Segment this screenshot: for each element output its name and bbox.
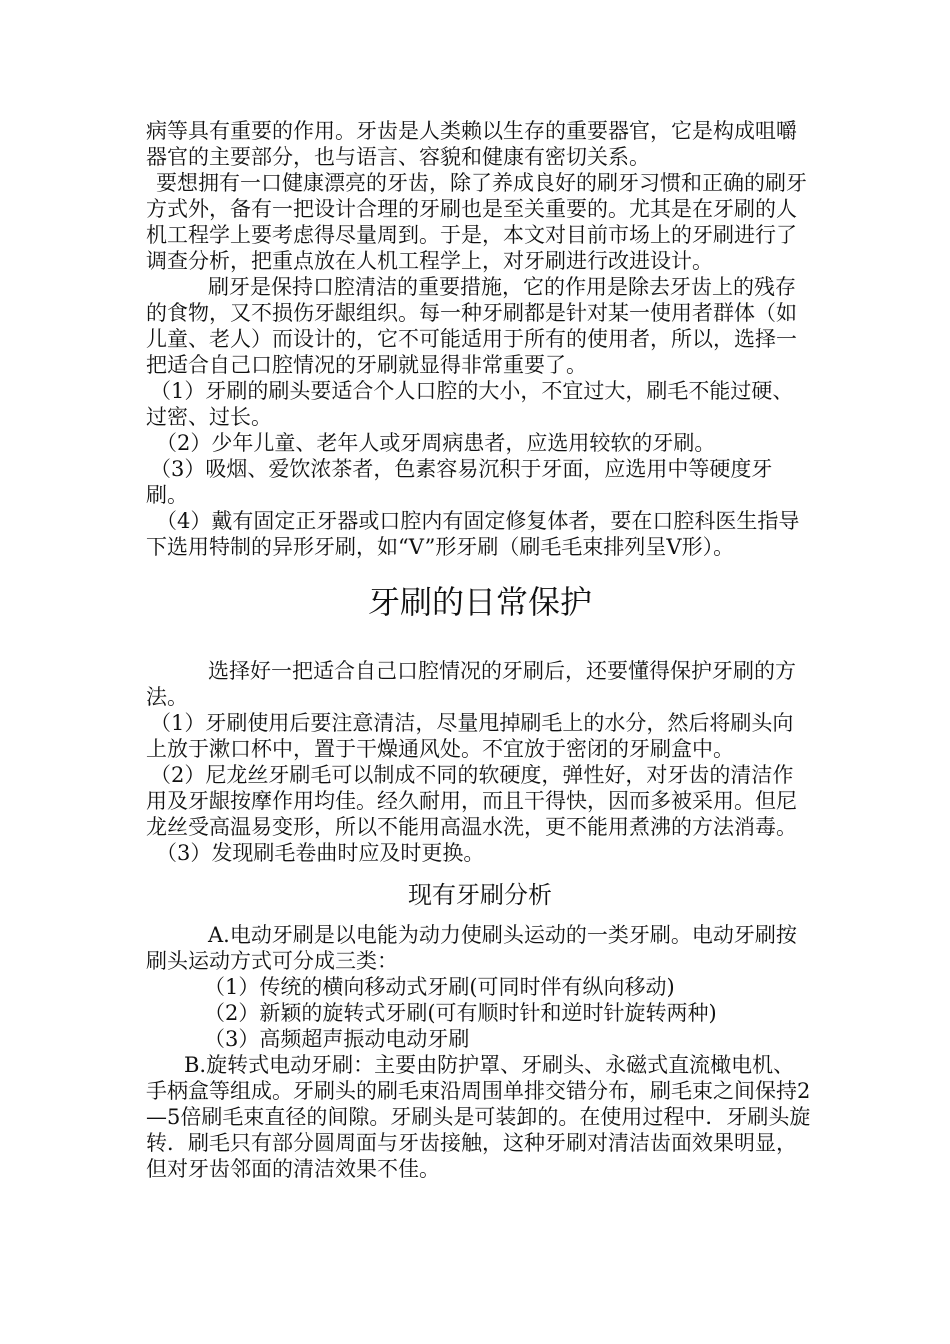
analysis-paragraph: B.旋转式电动牙刷：主要由防护罩、牙刷头、永磁式直流橄电机、手柄盒等组成。牙刷头的刷毛束沿周围单排交错分布，刷毛束之间保持2—5倍刷毛束直径的间隙。牙刷头是可装卸的。在使用过程中．牙刷头旋转．刷毛只有部分圆周面与牙齿接触，这种牙刷对清洁齿面效果明显，但对牙齿邻面的清洁效果不佳。 [146, 1053, 811, 1181]
list-item: （1）牙刷的刷头要适合个人口腔的大小，不宜过大，刷毛不能过硬、过密、过长。 [146, 379, 794, 429]
list-item: （1）传统的横向移动式牙刷(可同时伴有纵向移动) [204, 975, 675, 999]
list-item: （4）戴有固定正牙器或口腔内有固定修复体者，要在口腔科医生指导下选用特制的异形牙刷，如“V”形牙刷（刷毛毛束排列呈V形）。 [146, 509, 800, 559]
list-item: （3）吸烟、爱饮浓茶者，色素容易沉积于牙面，应选用中等硬度牙刷。 [146, 457, 773, 507]
list-item: （3）发现刷毛卷曲时应及时更换。 [156, 841, 485, 865]
analysis-paragraph: A.电动牙刷是以电能为动力使刷头运动的一类牙刷。电动牙刷按刷头运动方式可分成三类： [146, 923, 797, 973]
document-page [146, 118, 814, 1182]
intro-paragraph: 刷牙是保持口腔清洁的重要措施，它的作用是除去牙齿上的残存的食物，又不损伤牙龈组织。每一种牙刷都是针对某一使用者群体（如儿童、老人）而设计的，它不可能适用于所有的使用者，所以，选择一把适合自己口腔情况的牙刷就显得非常重要了。 [146, 275, 797, 377]
list-item: （3）高频超声振动电动牙刷 [204, 1027, 470, 1051]
list-item: （2）新颖的旋转式牙刷(可有顺时针和逆时针旋转两种) [204, 1001, 717, 1025]
list-item: （2）少年儿童、老年人或牙周病患者，应选用较软的牙刷。 [156, 431, 716, 455]
intro-paragraph: 要想拥有一口健康漂亮的牙齿，除了养成良好的刷牙习惯和正确的刷牙方式外，备有一把设计合理的牙刷也是至关重要的。尤其是在牙刷的人机工程学上要考虑得尽量周到。于是，本文对目前市场上的牙刷进行了调查分析，把重点放在人机工程学上，对牙刷进行改进设计。 [146, 171, 807, 273]
care-paragraph: 选择好一把适合自己口腔情况的牙刷后，还要懂得保护牙刷的方法。 [146, 659, 796, 709]
intro-paragraph: 病等具有重要的作用。牙齿是人类赖以生存的重要器官，它是构成咀嚼器官的主要部分，也与语言、容貌和健康有密切关系。 [146, 119, 797, 169]
list-item: （2）尼龙丝牙刷毛可以制成不同的软硬度，弹性好，对牙齿的清洁作用及牙龈按摩作用均佳。经久耐用，而且干得快，因而多被采用。但尼龙丝受高温易变形，所以不能用高温水洗，更不能用煮沸的方法消毒。 [146, 763, 797, 839]
section-heading-daily-care: 牙刷的日常保护 [367, 583, 592, 621]
section-heading-analysis: 现有牙刷分析 [408, 881, 552, 909]
list-item: （1）牙刷使用后要注意清洁，尽量甩掉刷毛上的水分，然后将刷头向上放于漱口杯中，置于干燥通风处。不宜放于密闭的牙刷盒中。 [146, 711, 794, 761]
